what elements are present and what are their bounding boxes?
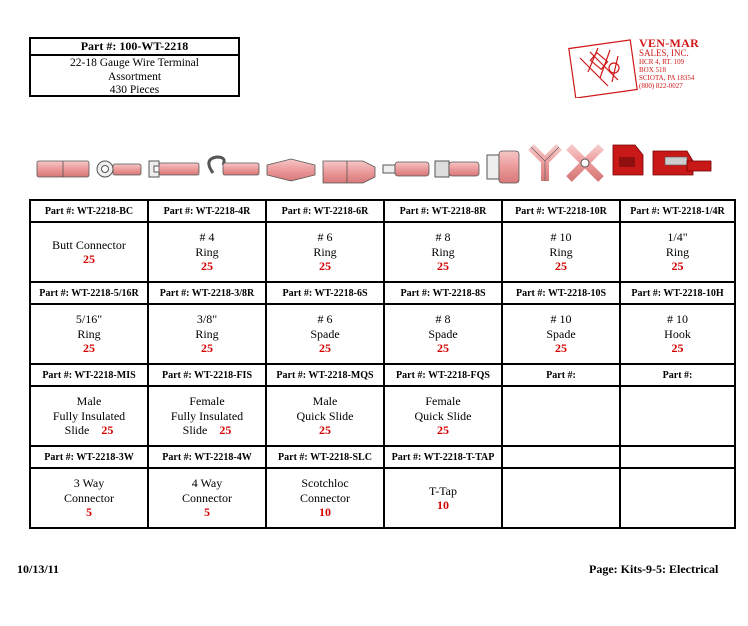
logo-address-line: (800) 822-0027	[639, 82, 683, 90]
description-line	[31, 423, 147, 438]
description-text: Ring	[549, 244, 573, 259]
description-cell	[384, 304, 502, 364]
logo-address-line: HCR 4, RT. 109	[639, 58, 685, 66]
description-line	[31, 327, 147, 342]
description-line	[31, 409, 147, 424]
t-tap-connector-icon	[653, 151, 711, 175]
part-description-line: 22-18 Gauge Wire Terminal	[70, 57, 199, 69]
description-cell	[502, 304, 620, 364]
description-cell	[30, 468, 148, 528]
description-text: # 6	[317, 312, 333, 327]
logo-address-line: SCIOTA, PA 18354	[639, 74, 695, 82]
hook-terminal-icon	[209, 157, 259, 175]
part-number-cell: Part #: WT-2218-10R	[502, 200, 620, 222]
part-number-cell: Part #: WT-2218-5/16R	[30, 282, 148, 304]
part-number-cell	[620, 446, 735, 468]
parts-table	[29, 199, 736, 529]
description-line	[621, 312, 734, 327]
description-line	[385, 327, 501, 342]
description-line	[149, 230, 265, 245]
description-text: # 8	[435, 230, 451, 245]
description-line	[267, 491, 383, 506]
description-line	[385, 312, 501, 327]
female-quick-slide-icon	[435, 161, 479, 177]
description-line	[267, 327, 383, 342]
part-number-row	[30, 446, 735, 468]
description-line	[503, 327, 619, 342]
part-description	[31, 56, 238, 98]
part-number-cell	[502, 446, 620, 468]
part-number-cell: Part #: WT-2218-3W	[30, 446, 148, 468]
part-number-row	[30, 364, 735, 386]
logo-text	[639, 38, 699, 90]
description-line	[31, 394, 147, 409]
description-line	[385, 394, 501, 409]
description-cell	[148, 222, 266, 282]
description-cell	[384, 468, 502, 528]
description-line	[621, 327, 734, 342]
description-cell	[148, 468, 266, 528]
quantity-value: 25	[437, 423, 449, 438]
description-text: Connector	[182, 490, 232, 505]
part-number-cell: Part #: WT-2218-MQS	[266, 364, 384, 386]
description-cell	[620, 304, 735, 364]
part-number-cell: Part #: WT-2218-FIS	[148, 364, 266, 386]
description-line	[149, 245, 265, 260]
description-text: Male	[312, 394, 338, 409]
logo-address-line: BOX 518	[639, 66, 667, 74]
quantity-value: 25	[83, 341, 95, 356]
description-text: 3 Way	[73, 476, 105, 491]
description-line	[503, 312, 619, 327]
description-text: Spade	[428, 326, 458, 341]
description-line	[149, 327, 265, 342]
part-number-cell: Part #: WT-2218-8R	[384, 200, 502, 222]
part-number-cell: Part #: WT-2218-6S	[266, 282, 384, 304]
description-line	[267, 245, 383, 260]
male-quick-slide-icon	[383, 162, 429, 176]
description-line	[267, 409, 383, 424]
description-cell	[502, 468, 620, 528]
description-line	[621, 245, 734, 260]
quantity-value: 25	[83, 252, 95, 266]
description-cell	[148, 304, 266, 364]
description-line	[149, 476, 265, 491]
logo-address-line: SALES, INC.	[639, 48, 689, 58]
quantity-value: 25	[319, 259, 331, 274]
description-line	[385, 409, 501, 424]
description-line	[149, 394, 265, 409]
quantity-value: 25	[319, 341, 331, 356]
description-line	[149, 409, 265, 424]
part-number-cell: Part #: WT-2218-FQS	[384, 364, 502, 386]
description-cell	[620, 468, 735, 528]
description-text: Connector	[64, 490, 114, 505]
quantity-value: 25	[555, 259, 567, 274]
footer-date: 10/13/11	[17, 562, 60, 576]
description-cell	[30, 386, 148, 446]
quantity-value: 25	[437, 341, 449, 356]
description-cell	[384, 386, 502, 446]
description-text: Butt Connector	[52, 237, 126, 252]
part-number-cell: Part #: WT-2218-4W	[148, 446, 266, 468]
description-text: # 10	[550, 230, 572, 245]
description-cell	[266, 386, 384, 446]
butt-connector-icon	[37, 161, 89, 177]
description-text: Ring	[195, 326, 219, 341]
description-text: Fully Insulated	[52, 408, 126, 423]
description-cell	[266, 468, 384, 528]
spade-terminal-icon	[149, 161, 199, 177]
description-row	[30, 222, 735, 282]
quantity-value: 25	[201, 259, 213, 274]
description-line	[503, 230, 619, 245]
description-text: Spade	[310, 326, 340, 341]
quantity-value: 25	[101, 423, 114, 438]
quantity-value: 25	[219, 423, 232, 438]
part-description-line: Assortment	[107, 70, 162, 83]
description-text: Connector	[300, 490, 350, 505]
description-text: # 4	[199, 230, 215, 245]
description-cell	[502, 386, 620, 446]
company-logo	[568, 38, 718, 110]
logo-emblem-icon	[568, 38, 638, 98]
description-cell	[620, 386, 735, 446]
description-line	[31, 238, 147, 253]
description-text: Male	[76, 394, 102, 409]
description-cell	[148, 386, 266, 446]
description-text: # 10	[550, 312, 572, 327]
part-number-cell: Part #: WT-2218-3/8R	[148, 282, 266, 304]
part-number-cell: Part #: WT-2218-1/4R	[620, 200, 735, 222]
description-text: Spade	[546, 326, 576, 341]
description-cell	[620, 222, 735, 282]
quantity-value: 5	[86, 505, 92, 520]
quantity-value: 25	[671, 259, 684, 274]
description-line	[149, 423, 265, 438]
quantity-value: 25	[671, 341, 684, 356]
part-number-row	[30, 282, 735, 304]
description-text: # 10	[667, 312, 688, 327]
description-text: Hook	[664, 326, 691, 341]
part-number-box	[29, 37, 240, 97]
description-line	[503, 245, 619, 260]
part-number-row	[30, 200, 735, 222]
description-text: Quick Slide	[296, 408, 354, 423]
description-text: Ring	[195, 244, 219, 259]
description-text: Ring	[77, 326, 101, 341]
description-line	[385, 245, 501, 260]
description-cell	[30, 222, 148, 282]
description-text: Fully Insulated	[170, 408, 244, 423]
description-text: Ring	[313, 244, 337, 259]
connector-housing-icon	[487, 151, 519, 183]
scotchloc-connector-icon	[613, 145, 643, 175]
description-text: # 8	[435, 312, 451, 327]
description-text: Slide	[64, 423, 90, 438]
part-number-cell: Part #:	[620, 364, 735, 386]
female-insulated-slide-icon	[323, 161, 375, 183]
description-cell	[266, 222, 384, 282]
description-cell	[30, 304, 148, 364]
description-text: 4 Way	[191, 476, 223, 491]
description-line	[31, 476, 147, 491]
male-insulated-slide-icon	[267, 159, 315, 181]
part-number-cell: Part #: WT-2218-10H	[620, 282, 735, 304]
ring-terminal-icon	[97, 161, 141, 177]
description-text: Quick Slide	[414, 408, 472, 423]
part-number-cell: Part #: WT-2218-BC	[30, 200, 148, 222]
part-number-cell: Part #: WT-2218-8S	[384, 282, 502, 304]
description-line	[385, 484, 501, 499]
description-line	[267, 230, 383, 245]
description-text: 1/4"	[667, 230, 688, 245]
description-line	[31, 491, 147, 506]
quantity-value: 25	[555, 341, 567, 356]
description-cell	[384, 222, 502, 282]
description-text: # 6	[317, 230, 333, 245]
description-line	[31, 312, 147, 327]
terminal-illustrations	[35, 133, 715, 191]
quantity-value: 25	[201, 341, 213, 356]
part-description-line: 430 Pieces	[109, 84, 160, 96]
description-cell	[266, 304, 384, 364]
part-number-title: Part #: 100-WT-2218	[31, 39, 238, 56]
logo-company-name: VEN-MAR	[639, 36, 700, 50]
description-row	[30, 304, 735, 364]
description-text: Scotchloc	[301, 476, 349, 491]
part-number-cell: Part #: WT-2218-SLC	[266, 446, 384, 468]
description-row	[30, 386, 735, 446]
description-line	[267, 476, 383, 491]
description-text: Slide	[182, 423, 208, 438]
description-text: Female	[189, 394, 225, 409]
three-way-connector-icon	[531, 147, 559, 181]
part-number-cell: Part #: WT-2218-6R	[266, 200, 384, 222]
part-number-cell: Part #: WT-2218-T-TAP	[384, 446, 502, 468]
description-text: Ring	[665, 244, 690, 259]
description-text: Female	[425, 394, 461, 409]
description-cell	[502, 222, 620, 282]
quantity-value: 25	[319, 423, 331, 438]
four-way-connector-icon	[569, 147, 601, 179]
description-line	[621, 230, 734, 245]
quantity-value: 10	[319, 505, 331, 520]
description-row	[30, 468, 735, 528]
quantity-value: 10	[437, 498, 449, 512]
description-line	[267, 312, 383, 327]
description-line	[149, 312, 265, 327]
part-number-cell: Part #: WT-2218-4R	[148, 200, 266, 222]
description-line	[385, 230, 501, 245]
description-text: 5/16"	[75, 312, 103, 327]
description-text: 3/8"	[196, 312, 218, 327]
footer-page-label: Page: Kits-9-5: Electrical	[589, 562, 719, 576]
description-text: Ring	[431, 244, 455, 259]
description-line	[267, 394, 383, 409]
part-number-cell: Part #: WT-2218-10S	[502, 282, 620, 304]
description-text: T-Tap	[428, 483, 458, 498]
part-number-cell: Part #:	[502, 364, 620, 386]
quantity-value: 5	[204, 505, 210, 520]
description-line	[149, 491, 265, 506]
quantity-value: 25	[437, 259, 449, 274]
part-number-cell: Part #: WT-2218-MIS	[30, 364, 148, 386]
